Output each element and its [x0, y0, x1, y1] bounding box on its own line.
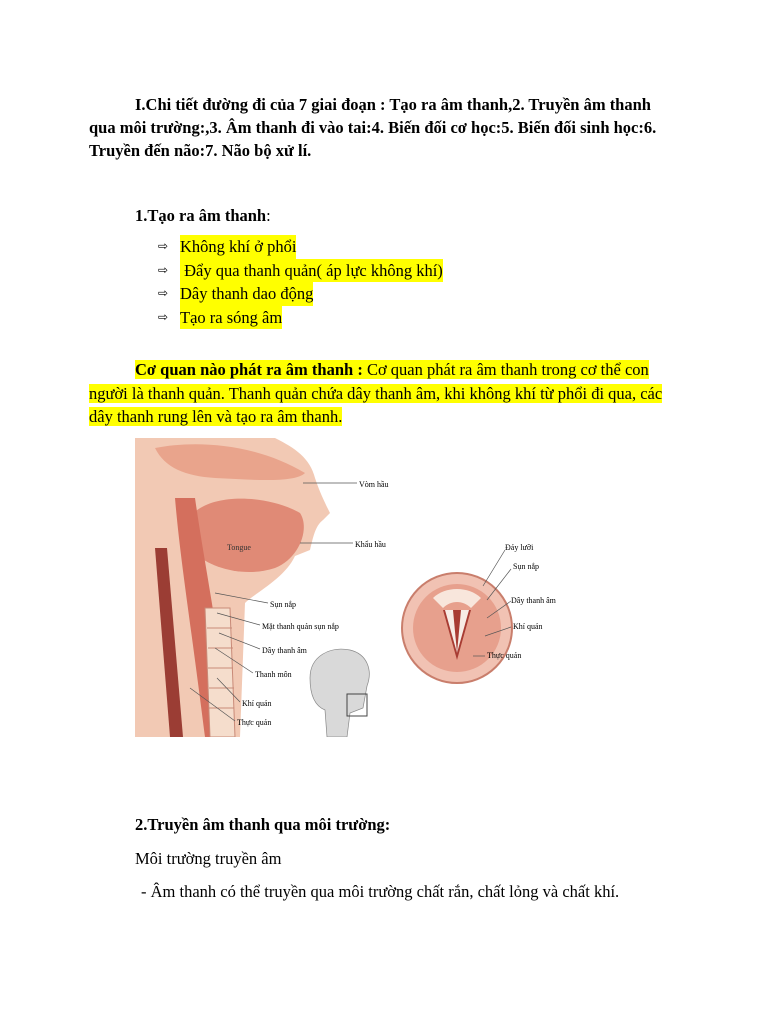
label-thuc-quan-left: Thực quản [237, 718, 272, 727]
question-label: Cơ quan nào phát ra âm thanh : [135, 360, 363, 379]
label-khi-quan-right: Khí quản [513, 622, 543, 631]
section1-colon: : [266, 206, 271, 225]
label-thanh-mon: Thanh môn [255, 670, 292, 679]
label-day-thanh-am-left: Dây thanh âm [262, 646, 307, 655]
label-khau-hau: Khẩu hầu [355, 540, 386, 549]
label-khi-quan-left: Khí quản [242, 699, 272, 708]
question-answer: Cơ quan phát ra âm thanh trong cơ thể con người là thanh quản. Thanh quản chứa dây thanh âm, khi không khí từ phổi đi qua, các dây thanh rung lên và tạo ra âm thanh. [89, 360, 663, 426]
section2-title: 2.Truyền âm thanh qua môi trường: [135, 815, 391, 834]
intro-text: I.Chi tiết đường đi của 7 giai đoạn : Tạo ra âm thanh,2. Truyền âm thanh qua môi trường:,3. Âm thanh đi vào tai:4. Biến đối cơ học:5. Biến đối sinh học:6. Truyền đến não:7. Não bộ xử lí. [89, 95, 657, 160]
label-sun-nap: Sụn nắp [270, 600, 296, 609]
list-item [158, 259, 443, 283]
arrow-icon: ⇨ [158, 239, 169, 253]
larynx-anatomy-figure [135, 438, 651, 737]
label-thuc-quan-right: Thực quản [487, 651, 522, 660]
label-mat-thanh-quan: Mặt thanh quản sụn nắp [262, 622, 339, 631]
step-text: Đẩy qua thanh quản( áp lực không khí) [180, 259, 443, 283]
arrow-icon: ⇨ [158, 309, 169, 324]
label-sun-nap-right: Sụn nắp [513, 562, 539, 571]
section1-heading [135, 205, 271, 227]
question-paragraph [89, 358, 679, 429]
list-item [158, 282, 443, 306]
label-day-thanh-am-right: Dây thanh âm [511, 596, 556, 605]
section2-bullet: - Âm thanh có thể truyền qua môi trường chất rắn, chất lỏng và chất khí. [141, 882, 620, 901]
steps-list [158, 235, 443, 329]
label-tongue: Tongue [227, 543, 251, 552]
arrow-icon: ⇨ [158, 262, 169, 277]
label-vom-hau: Vòm hầu [359, 480, 389, 489]
step-text: Không khí ở phổi [180, 235, 296, 259]
section2-subtitle: Môi trường truyền âm [135, 849, 282, 868]
list-item [158, 306, 443, 330]
section1-title: 1.Tạo ra âm thanh [135, 206, 267, 225]
step-text: Dây thanh dao động [180, 282, 313, 306]
intro-heading [89, 93, 679, 162]
step-text: Tạo ra sóng âm [180, 306, 282, 330]
arrow-icon: ⇨ [158, 286, 169, 300]
label-day-luoi: Đáy lưỡi [505, 543, 534, 552]
list-item [158, 235, 443, 259]
